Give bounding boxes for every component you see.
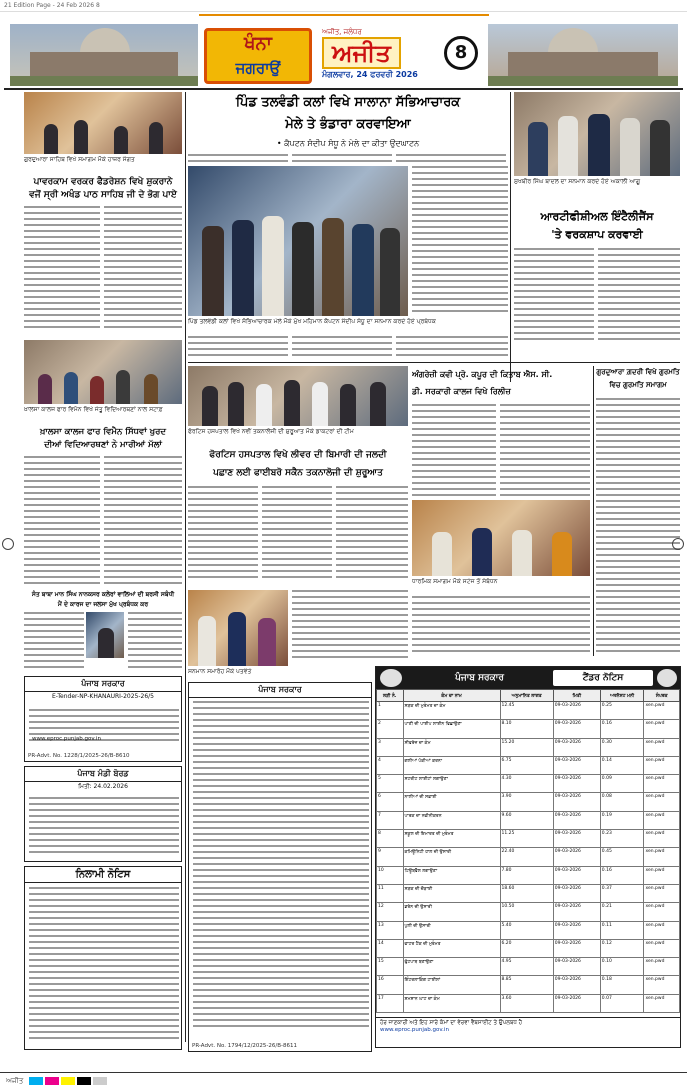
tender-cell: 12.45 xyxy=(500,702,553,720)
left-story-1-body-a xyxy=(24,206,100,334)
poem-body-c xyxy=(412,596,590,660)
tender-cell: xen.pwd xyxy=(644,884,680,902)
newspaper-logo xyxy=(322,28,438,84)
tender-cell: 09-03-2026 xyxy=(553,793,600,811)
tender-cell: ਸੜਕ ਦੀ ਮੁਰੰਮਤ ਦਾ ਕੰਮ xyxy=(403,702,500,720)
print-color-strip xyxy=(0,1072,687,1089)
tender-cell: 12 xyxy=(377,903,404,921)
right-story-headline xyxy=(596,366,680,394)
tender-col-header: ਸੰਪਰਕ xyxy=(644,690,680,702)
left-photo-2-caption: ਖ਼ਾਲਸਾ ਕਾਲਜ ਫਾਰ ਵਿਮੈਨ ਵਿਖੇ ਜੇਤੂ ਵਿਦਿਆਰਥਣਾਂ ਨਾਲ ਸਟਾਫ਼ xyxy=(24,406,163,413)
tender-col-header: ਮਿਤੀ xyxy=(553,690,600,702)
tender-cell: 22.40 xyxy=(500,848,553,866)
person-shape xyxy=(228,382,244,426)
tender-table-header xyxy=(377,690,680,702)
person-shape xyxy=(620,118,640,176)
tender-org: ਪੰਜਾਬ ਸਰਕਾਰ xyxy=(455,673,504,683)
center-photo-3-caption: ਸਨਮਾਨ ਸਮਾਰੋਹ ਮੌਕੇ ਪਤਵੰਤੇ xyxy=(188,668,252,675)
person-shape xyxy=(432,532,452,576)
headline-line: ਡੀ. ਸਰਕਾਰੀ ਕਾਲਜ ਵਿਖੇ ਰਿਲੀਜ਼ xyxy=(412,387,511,396)
tender-cell: 09-03-2026 xyxy=(553,921,600,939)
tender-cell: 09-03-2026 xyxy=(553,903,600,921)
tender-cell: 7.80 xyxy=(500,866,553,884)
tender-cell: ਟਿਊਬਵੈੱਲ ਲਗਾਉਣਾ xyxy=(403,866,500,884)
tender-cell: 0.10 xyxy=(600,958,644,976)
tender-cell: 4.95 xyxy=(500,958,553,976)
person-shape xyxy=(650,120,670,176)
tender-cell: 6.20 xyxy=(500,939,553,957)
tender-cell: 09-03-2026 xyxy=(553,830,600,848)
main-photo xyxy=(188,166,408,316)
tender-cell: 0.16 xyxy=(600,720,644,738)
tender-cell: 09-03-2026 xyxy=(553,811,600,829)
tender-cell: xen.pwd xyxy=(644,903,680,921)
main-body-top-c xyxy=(396,154,506,166)
ad-body xyxy=(193,701,369,1033)
tender-cell: 0.37 xyxy=(600,884,644,902)
ai-workshop-headline xyxy=(514,208,680,244)
person-shape xyxy=(472,528,492,576)
tender-cell: 16 xyxy=(377,976,404,994)
table-row xyxy=(377,958,680,976)
center-photo-3-caption-lines xyxy=(292,590,408,666)
magenta-swatch xyxy=(45,1077,59,1085)
grey-swatch xyxy=(93,1077,107,1085)
ad-title: ਨਿਲਾਮੀ ਨੋਟਿਸ xyxy=(25,867,181,883)
tender-cell: 5 xyxy=(377,775,404,793)
tender-cell: ਸ਼ਮਸ਼ਾਨ ਘਾਟ ਦਾ ਕੰਮ xyxy=(403,994,500,1012)
ad-title: ਪੰਜਾਬ ਮੰਡੀ ਬੋਰਡ xyxy=(25,767,181,782)
tender-cell: 11 xyxy=(377,884,404,902)
registration-mark-icon xyxy=(672,538,684,550)
tender-cell: ਫੁੱਟਪਾਥ ਬਣਾਉਣਾ xyxy=(403,958,500,976)
column-divider xyxy=(593,366,594,656)
center-photo-2 xyxy=(188,366,408,426)
person-shape xyxy=(202,226,224,316)
page-number: 8 xyxy=(444,36,478,70)
main-headline xyxy=(188,92,508,138)
masthead-rule xyxy=(4,88,683,90)
headline-line: ਗੁਰਦੁਆਰਾ ਗ਼ਦਰੀ ਵਿਖੇ ਗੁਰਮਤਿ xyxy=(596,368,680,376)
tender-cell: 0.23 xyxy=(600,830,644,848)
masthead-photo-left xyxy=(10,24,198,86)
tender-cell: 09-03-2026 xyxy=(553,848,600,866)
tender-cell: 3.90 xyxy=(500,793,553,811)
ad-title: ਪੰਜਾਬ ਸਰਕਾਰ xyxy=(25,677,181,692)
person-shape xyxy=(292,222,314,316)
person-shape xyxy=(552,532,572,576)
tender-cell: 0.45 xyxy=(600,848,644,866)
person-shape xyxy=(38,374,52,404)
left-story-3-body-a xyxy=(24,612,84,672)
headline-line: ਵਿਚ ਗੁਰਮਤਿ ਸਮਾਗਮ xyxy=(609,381,667,389)
ad-date: ਮਿਤੀ: 24.02.2026 xyxy=(78,783,128,790)
headline-line: 'ਤੇ ਵਰਕਸ਼ਾਪ ਕਰਵਾਈ xyxy=(551,228,643,241)
tender-cell: 09-03-2026 xyxy=(553,939,600,957)
tender-footer xyxy=(376,1017,680,1047)
tender-cell: 0.30 xyxy=(600,738,644,756)
left-story-2-headline xyxy=(24,426,182,452)
headline-line: ਦੀਆਂ ਵਿਦਿਆਰਥਣਾਂ ਨੇ ਮਾਰੀਆਂ ਮੱਲਾਂ xyxy=(44,440,162,450)
left-story-3-headline xyxy=(24,590,182,610)
person-shape xyxy=(312,382,328,426)
grass-shape xyxy=(488,76,678,86)
column-divider xyxy=(185,92,186,1042)
poem-body-b xyxy=(500,404,590,498)
tender-cell: xen.pwd xyxy=(644,921,680,939)
person-shape xyxy=(370,382,386,426)
column-divider xyxy=(510,92,511,382)
left-photo-2 xyxy=(24,340,182,404)
issue-date: ਮੰਗਲਵਾਰ, 24 ਫਰਵਰੀ 2026 xyxy=(322,70,418,79)
table-row xyxy=(377,884,680,902)
tender-col-header: ਅਰਨੈਸਟ ਮਨੀ xyxy=(600,690,644,702)
tender-cell: 0.11 xyxy=(600,921,644,939)
dome-shape xyxy=(80,28,130,54)
portrait-photo xyxy=(86,612,124,658)
tender-cell: 8 xyxy=(377,830,404,848)
table-row xyxy=(377,866,680,884)
tender-cell: ਸੀਵਰੇਜ ਦਾ ਕੰਮ xyxy=(403,738,500,756)
left-story-2-body-a xyxy=(24,456,100,586)
tender-cell: xen.pwd xyxy=(644,958,680,976)
tender-cell: xen.pwd xyxy=(644,756,680,774)
tender-cell: 09-03-2026 xyxy=(553,775,600,793)
tender-cell: 0.07 xyxy=(600,994,644,1012)
headline-line: ਵਜੋਂ ਸ੍ਰੀ ਅਖੰਡ ਪਾਠ ਸਾਹਿਬ ਜੀ ਦੇ ਭੋਗ ਪਾਏ xyxy=(29,190,177,200)
tender-cell: 0.09 xyxy=(600,775,644,793)
tender-cell: 15 xyxy=(377,958,404,976)
table-row xyxy=(377,976,680,994)
tender-type: ਟੈਂਡਰ ਨੋਟਿਸ xyxy=(553,670,653,686)
person-shape xyxy=(114,126,128,154)
person-shape xyxy=(512,530,532,576)
tender-cell: 14 xyxy=(377,939,404,957)
table-row xyxy=(377,903,680,921)
table-row xyxy=(377,921,680,939)
tender-cell: ਪੁਲੀ ਦੀ ਉਸਾਰੀ xyxy=(403,921,500,939)
table-row xyxy=(377,702,680,720)
tender-cell: ਪਾਰਕ ਦਾ ਨਵੀਨੀਕਰਨ xyxy=(403,811,500,829)
tender-cell: 9 xyxy=(377,848,404,866)
main-subhead: • ਕੈਪਟਨ ਸੰਦੀਪ ਸੰਧੂ ਨੇ ਮੇਲੇ ਦਾ ਕੀਤਾ ਉਦਘਾਟਨ xyxy=(276,139,420,148)
punjab-emblem-icon xyxy=(380,669,402,687)
main-photo-caption: ਪਿੰਡ ਤਲਵੰਡੀ ਕਲਾਂ ਵਿਖੇ ਸੱਭਿਆਚਾਰਕ ਮੇਲੇ ਮੌਕੇ ਮੁੱਖ ਮਹਿਮਾਨ ਕੈਪਟਨ ਸੰਦੀਪ ਸੰਧੂ ਦਾ ਸਨਮਾਨ ਕਰਦੇ ਹੋਏ ਪ੍ਰਬੰਧਕ xyxy=(188,318,436,325)
tender-cell: 17 xyxy=(377,994,404,1012)
tender-cell: ਗਲੀਆਂ ਪੱਕੀਆਂ ਕਰਨਾ xyxy=(403,756,500,774)
tender-cell: xen.pwd xyxy=(644,866,680,884)
headline-line: ਖ਼ਾਲਸਾ ਕਾਲਜ ਫਾਰ ਵਿਮੈਨ ਸਿੱਧਵਾਂ ਖੁਰਦ xyxy=(40,427,166,437)
fortis-headline xyxy=(188,446,408,482)
main-body-bottom-b xyxy=(292,336,392,360)
tender-cell: 09-03-2026 xyxy=(553,958,600,976)
department-seal-icon xyxy=(657,669,677,687)
tender-cell: xen.pwd xyxy=(644,848,680,866)
tender-cell: 09-03-2026 xyxy=(553,884,600,902)
yellow-swatch xyxy=(61,1077,75,1085)
tender-cell: 09-03-2026 xyxy=(553,994,600,1012)
tender-col-header: ਕੰਮ ਦਾ ਨਾਮ xyxy=(403,690,500,702)
table-row xyxy=(377,738,680,756)
building-shape xyxy=(30,52,178,78)
print-slug: 21 Edition Page - 24 Feb 2026 8 xyxy=(0,0,687,12)
ad-auction-notice xyxy=(24,866,182,1050)
tender-cell: 09-03-2026 xyxy=(553,976,600,994)
tender-cell: ਸੜਕ ਦੀ ਚੌੜਾਈ xyxy=(403,884,500,902)
main-body-bottom-c xyxy=(396,336,508,360)
tender-footer-text: ਹੋਰ ਜਾਣਕਾਰੀ ਅਤੇ ਇਹ ਸਾਰੇ ਕੰਮਾਂ ਦਾ ਵੇਰਵਾ ਵੈਬਸਾਈਟ ਤੇ ਉਪਲਬਧ ਹੈ xyxy=(380,1020,522,1026)
person-shape xyxy=(228,612,246,666)
tender-cell: xen.pwd xyxy=(644,939,680,957)
masthead-ornament xyxy=(199,14,489,22)
ad-body xyxy=(29,887,179,1045)
tender-cell: 11.25 xyxy=(500,830,553,848)
tender-cell: 8.10 xyxy=(500,720,553,738)
headline-line: ਆਰਟੀਫੀਸ਼ੀਅਲ ਇੰਟੈਲੀਜੈਂਸ xyxy=(540,210,654,223)
left-story-2-body-b xyxy=(104,456,182,586)
left-photo-1 xyxy=(24,92,182,154)
tender-cell: ਵਾਟਰ ਟੈਂਕ ਦੀ ਮੁਰੰਮਤ xyxy=(403,939,500,957)
headline-line: ਮੈਂ ਦੇ ਕਾਰਜ ਦਾ ਜਲਸਾ ਮੁੱਖ ਪ੍ਰਬੰਧਕ ਕਰ xyxy=(57,601,149,608)
ad-punjab-sarkar-left xyxy=(24,676,182,762)
left-story-1-headline xyxy=(24,176,182,202)
right-photo-1 xyxy=(514,92,680,176)
headline-line: ਸੰਤ ਬਾਬਾ ਮਾਨ ਸਿੰਘ ਨਾਨਕਸਰ ਕਲੇਰਾਂ ਵਾਲਿਆਂ ਦੀ ਬਰਸੀ ਸਬੰਧੀ xyxy=(31,591,175,598)
table-row xyxy=(377,811,680,829)
tender-cell: xen.pwd xyxy=(644,720,680,738)
gurdwara-dome-shape xyxy=(548,28,598,54)
person-shape xyxy=(64,372,78,404)
etender-url[interactable]: www.eproc.punjab.gov.in xyxy=(32,736,101,742)
person-shape xyxy=(528,122,548,176)
tender-cell: xen.pwd xyxy=(644,793,680,811)
masthead xyxy=(4,12,683,88)
tender-col-header: ਲੜੀ ਨੰ. xyxy=(377,690,404,702)
tender-cell: 09-03-2026 xyxy=(553,866,600,884)
ad-body xyxy=(29,797,179,855)
tender-cell: 5.40 xyxy=(500,921,553,939)
table-row xyxy=(377,775,680,793)
tender-cell: 18.60 xyxy=(500,884,553,902)
masthead-photo-right xyxy=(488,24,678,86)
right-story-body xyxy=(596,398,680,656)
tender-cell: 10 xyxy=(377,866,404,884)
person-shape xyxy=(232,220,254,316)
fortis-body-a xyxy=(188,486,258,586)
tender-cell: 7 xyxy=(377,811,404,829)
tender-cell: 0.14 xyxy=(600,756,644,774)
edition-name-line1: ਖੰਨਾ xyxy=(244,33,272,54)
table-row xyxy=(377,830,680,848)
tender-cell: 8.85 xyxy=(500,976,553,994)
person-shape xyxy=(98,628,114,658)
fortis-body-b xyxy=(262,486,332,586)
table-row xyxy=(377,756,680,774)
table-row xyxy=(377,720,680,738)
headline-line: ਪਿੰਡ ਤਲਵੰਡੀ ਕਲਾਂ ਵਿਖੇ ਸਾਲਾਨਾ ਸੱਭਿਆਚਾਰਕ xyxy=(235,95,461,110)
pr-advt-number: PR-Advt. No. 1228/1/2025-26/B-8610 xyxy=(28,753,130,759)
tender-cell: 3.60 xyxy=(500,994,553,1012)
logo-big-text: ਅਜੀਤ xyxy=(322,37,401,69)
person-shape xyxy=(322,218,344,316)
tender-table-body xyxy=(377,702,680,1013)
tender-cell: 4 xyxy=(377,756,404,774)
headline-line: ਮੇਲੇ ਤੇ ਭੰਡਾਰਾ ਕਰਵਾਇਆ xyxy=(285,117,411,132)
center-photo-2-caption: ਫੋਰਟਿਸ ਹਸਪਤਾਲ ਵਿਖੇ ਨਵੀਂ ਤਕਨਾਲੋਜੀ ਦੀ ਸ਼ੁਰੂਆਤ ਮੌਕੇ ਡਾਕਟਰਾਂ ਦੀ ਟੀਮ xyxy=(188,428,354,435)
left-photo-1-caption: ਗੁਰਦੁਆਰਾ ਸਾਹਿਬ ਵਿਖੇ ਸਮਾਗਮ ਮੌਕੇ ਹਾਜ਼ਰ ਸੰਗਤ xyxy=(24,156,135,163)
registration-mark-icon xyxy=(2,538,14,550)
headline-line: ਅੰਗਰੇਜ਼ੀ ਕਵੀ ਪ੍ਰੋ. ਕਪੂਰ ਦੀ ਕਿਤਾਬ ਐਸ. ਸੀ. xyxy=(412,370,553,379)
tender-cell: ਡਰੇਨ ਦੀ ਉਸਾਰੀ xyxy=(403,903,500,921)
tender-cell: xen.pwd xyxy=(644,775,680,793)
tender-cell: ਸਟਰੀਟ ਲਾਈਟਾਂ ਲਗਾਉਣਾ xyxy=(403,775,500,793)
table-row xyxy=(377,848,680,866)
person-shape xyxy=(202,386,218,426)
tender-cell: 1 xyxy=(377,702,404,720)
tender-cell: xen.pwd xyxy=(644,702,680,720)
person-shape xyxy=(90,376,104,404)
tender-footer-url[interactable]: www.eproc.punjab.gov.in xyxy=(380,1027,449,1033)
grass-shape xyxy=(10,76,198,86)
etender-number: E-Tender-NP-KHANAURI-2025-26/5 xyxy=(52,693,154,700)
tender-notice xyxy=(375,666,681,1048)
tender-cell: 0.25 xyxy=(600,702,644,720)
tender-cell: 09-03-2026 xyxy=(553,720,600,738)
tender-cell: 10.50 xyxy=(500,903,553,921)
tender-cell: ਨਾਲੀਆਂ ਦੀ ਸਫ਼ਾਈ xyxy=(403,793,500,811)
left-story-3-body-b xyxy=(128,612,182,672)
center-photo-4 xyxy=(412,500,590,576)
tender-cell: 09-03-2026 xyxy=(553,756,600,774)
edition-name-line2: ਜਗਰਾਉਂ xyxy=(235,59,281,77)
table-row xyxy=(377,994,680,1012)
person-shape xyxy=(588,114,610,176)
tender-cell: 6.75 xyxy=(500,756,553,774)
tender-cell: 6 xyxy=(377,793,404,811)
tender-cell: 0.21 xyxy=(600,903,644,921)
person-shape xyxy=(258,618,276,666)
tender-cell: ਇੰਟਰਲਾਕਿੰਗ ਟਾਈਲਾਂ xyxy=(403,976,500,994)
center-photo-4-caption: ਧਾਰਮਿਕ ਸਮਾਗਮ ਮੌਕੇ ਸਟੇਜ ਤੋਂ ਸੰਬੋਧਨ xyxy=(412,578,498,585)
person-shape xyxy=(149,122,163,154)
person-shape xyxy=(380,228,400,316)
person-shape xyxy=(256,384,272,426)
tender-cell: 0.16 xyxy=(600,866,644,884)
main-body-bottom-a xyxy=(188,336,288,360)
tender-cell: 0.12 xyxy=(600,939,644,957)
fortis-body-c xyxy=(336,486,408,586)
tender-cell: xen.pwd xyxy=(644,738,680,756)
ad-mandi-board xyxy=(24,766,182,862)
bottom-strip-label: ਅਜੀਤ xyxy=(6,1076,24,1085)
tender-cell: ਪਾਣੀ ਦੀ ਪਾਈਪ ਲਾਈਨ ਵਿਛਾਉਣਾ xyxy=(403,720,500,738)
ai-body-b xyxy=(598,248,680,348)
person-shape xyxy=(116,370,130,404)
person-shape xyxy=(558,116,578,176)
ad-punjab-sarkar-center xyxy=(188,682,372,1052)
cyan-swatch xyxy=(29,1077,43,1085)
tender-cell: xen.pwd xyxy=(644,976,680,994)
logo-small-text: ਅਜੀਤ, ਜਲੰਧਰ xyxy=(322,28,362,36)
table-row xyxy=(377,793,680,811)
headline-line: ਪਾਵਰਕਾਮ ਵਰਕਰ ਫੈਡਰੇਸ਼ਨ ਵਿਖੇ ਸ਼ੁਕਰਾਨੇ xyxy=(33,177,173,187)
tender-header xyxy=(376,667,680,689)
ai-body-a xyxy=(514,248,594,348)
left-story-1-body-b xyxy=(104,206,182,334)
gurdwara-building-shape xyxy=(508,52,658,78)
tender-cell: ਸਕੂਲ ਦੀ ਇਮਾਰਤ ਦੀ ਮੁਰੰਮਤ xyxy=(403,830,500,848)
main-body-top-a xyxy=(188,154,288,166)
tender-cell: 09-03-2026 xyxy=(553,702,600,720)
table-row xyxy=(377,939,680,957)
center-photo-3 xyxy=(188,590,288,666)
ad-title: ਪੰਜਾਬ ਸਰਕਾਰ xyxy=(189,683,371,698)
tender-cell: ਕਮਿਊਨਿਟੀ ਹਾਲ ਦੀ ਉਸਾਰੀ xyxy=(403,848,500,866)
person-shape xyxy=(144,374,158,404)
tender-cell: xen.pwd xyxy=(644,811,680,829)
tender-col-header: ਅਨੁਮਾਨਿਤ ਲਾਗਤ xyxy=(500,690,553,702)
tender-cell: xen.pwd xyxy=(644,830,680,848)
headline-line: ਫੋਰਟਿਸ ਹਸਪਤਾਲ ਵਿਖੇ ਲੀਵਰ ਦੀ ਬਿਮਾਰੀ ਦੀ ਜਲਦੀ xyxy=(209,450,387,460)
tender-cell: 15.20 xyxy=(500,738,553,756)
headline-line: ਪਛਾਣ ਲਈ ਫਾਈਬਰੋ ਸਕੈਨ ਤਕਨਾਲੋਜੀ ਦੀ ਸ਼ੁਰੂਆਤ xyxy=(213,468,383,478)
person-shape xyxy=(262,216,284,316)
poem-book-headline xyxy=(412,366,590,402)
edition-logo xyxy=(204,28,312,84)
person-shape xyxy=(198,616,216,666)
tender-cell: xen.pwd xyxy=(644,994,680,1012)
main-body-right xyxy=(412,166,508,316)
tender-cell: 2 xyxy=(377,720,404,738)
poem-body-a xyxy=(412,404,496,498)
tender-table xyxy=(376,689,680,1013)
black-swatch xyxy=(77,1077,91,1085)
tender-cell: 13 xyxy=(377,921,404,939)
tender-cell: 9.60 xyxy=(500,811,553,829)
person-shape xyxy=(340,384,356,426)
person-shape xyxy=(284,380,300,426)
person-shape xyxy=(74,120,88,154)
tender-cell: 4.30 xyxy=(500,775,553,793)
main-body-top-b xyxy=(292,154,392,166)
tender-cell: 0.19 xyxy=(600,811,644,829)
tender-cell: 09-03-2026 xyxy=(553,738,600,756)
tender-cell: 0.08 xyxy=(600,793,644,811)
right-photo-1-caption: ਸੁਖਬੀਰ ਸਿੰਘ ਬਾਦਲ ਦਾ ਸਨਮਾਨ ਕਰਦੇ ਹੋਏ ਅਕਾਲੀ ਆਗੂ xyxy=(514,178,641,185)
pr-advt-number: PR-Advt. No. 1794/12/2025-26/B-8611 xyxy=(192,1043,298,1049)
person-shape xyxy=(44,124,58,154)
section-divider xyxy=(188,362,680,363)
tender-cell: 0.18 xyxy=(600,976,644,994)
tender-cell: 3 xyxy=(377,738,404,756)
person-shape xyxy=(352,224,374,316)
